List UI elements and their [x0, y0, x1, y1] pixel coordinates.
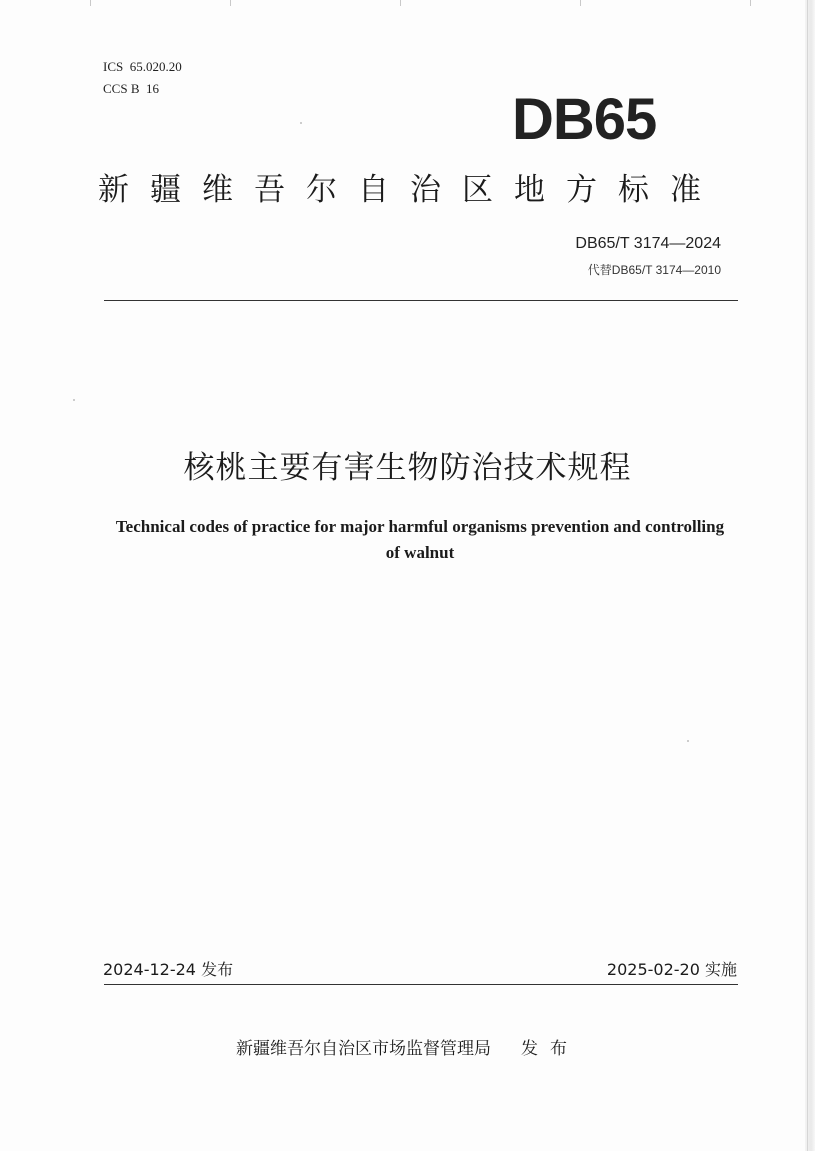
scan-edge-line [807, 0, 808, 1151]
effective-date: 2025-02-20 实施 [606, 960, 737, 979]
scan-speck [73, 399, 75, 401]
publisher-name: 新疆维吾尔自治区市场监督管理局 [236, 1039, 491, 1059]
classification-codes [103, 56, 182, 100]
document-title-english: Technical codes of practice for major harmful organisms prevention and controlling of walnut [115, 517, 725, 562]
replaced-standard: 代替DB65/T 3174—2010 [587, 263, 721, 277]
ics-code: ICS 65.020.20 [103, 59, 182, 74]
scan-speck [300, 122, 302, 124]
header-divider [104, 300, 738, 301]
standard-authority-heading: 新疆维吾尔自治区地方标准 [98, 172, 722, 208]
scan-top-ticks [60, 0, 800, 6]
footer-divider [104, 984, 738, 985]
document-title-chinese: 核桃主要有害生物防治技术规程 [183, 450, 632, 486]
issue-date: 2024-12-24 发布 [103, 960, 234, 979]
db65-logo: DB65 [512, 87, 657, 152]
publisher-action: 发布 [521, 1039, 579, 1059]
scan-speck [687, 740, 689, 742]
publisher-line [0, 1036, 815, 1062]
standard-number: DB65/T 3174—2024 [575, 235, 721, 252]
ccs-code: CCS B 16 [103, 81, 159, 96]
